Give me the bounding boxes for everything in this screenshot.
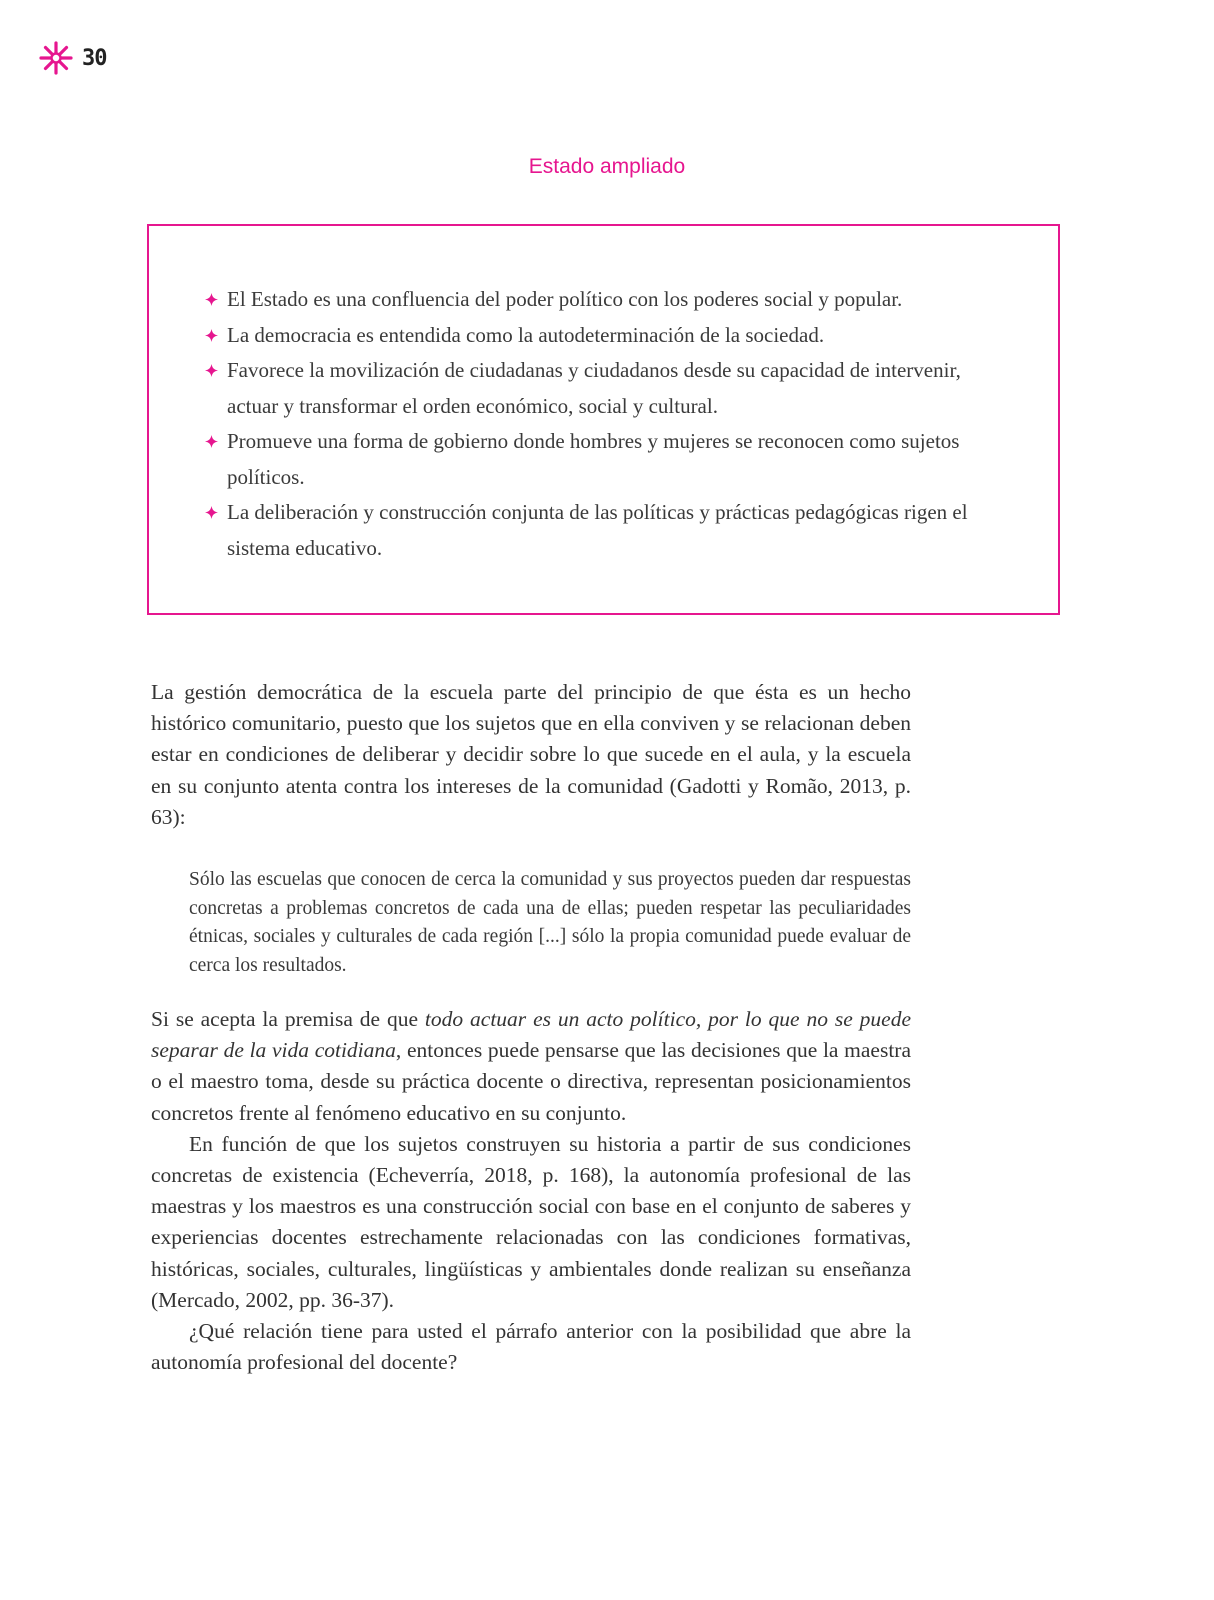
page-number: 30 (82, 45, 107, 71)
asterisk-icon (38, 40, 74, 76)
paragraph-2 (151, 1004, 911, 1129)
list-item-text: La deliberación y construcción conjunta de las políticas y prácticas pedagógicas rigen el sistema educativo. (227, 500, 968, 560)
list-item (205, 282, 995, 318)
page-header (38, 40, 107, 76)
list-item-text: Favorece la movilización de ciudadanas y ciudadanos desde su capacidad de intervenir, actuar y transformar el orden económico, social y cultural. (227, 358, 961, 418)
bullet-icon (205, 506, 218, 519)
paragraph-2-end: , entonces puede pensarse que las decisiones que la maestra o el maestro toma, desde su práctica docente o directiva, representan posicionamientos concretos frente al fenómeno educativo en su conjunto. (151, 1038, 911, 1125)
bullet-icon (205, 364, 218, 377)
bullet-icon (205, 435, 218, 448)
paragraph-group (151, 1004, 911, 1378)
list-item-text: El Estado es una confluencia del poder político con los poderes social y popular. (227, 287, 903, 311)
paragraph-2-italic: todo actuar es un acto político, por lo que no se puede separar de la vida cotidiana (151, 1007, 911, 1063)
box-title: Estado ampliado (528, 155, 686, 178)
list-item (205, 424, 995, 495)
paragraph-4: ¿Qué relación tiene para usted el párrafo anterior con la posibilidad que abre la autonomía profesional del docente? (151, 1319, 911, 1375)
paragraph-2-start: Si se acepta la premisa de que (151, 1007, 425, 1031)
list-item (205, 495, 995, 566)
list-item (205, 353, 995, 424)
highlight-box (147, 224, 1060, 615)
paragraph-3: En función de que los sujetos construyen su historia a partir de sus condiciones concretas de existencia (Echeverría, 2018, p. 168), la autonomía profesional de las maestras y los maestros es una construcción social con base en el conjunto de saberes y experiencias docentes estrechamente relacionadas con las condiciones formativas, históricas, sociales, culturales, lingüísticas y ambientales donde realizan su enseñanza (Mercado, 2002, pp. 36-37). (151, 1131, 911, 1312)
list-item (205, 318, 995, 354)
block-quote: Sólo las escuelas que conocen de cerca la comunidad y sus proyectos pueden dar respuestas concretas a problemas concretos de cada una de ellas; pueden respetar las peculiaridades étnicas, sociales y culturales de cada región [...] sólo la propia comunidad puede evaluar de cerca los resultados. (189, 869, 911, 976)
paragraph-text: La gestión democrática de la escuela parte del principio de que ésta es un hecho histórico comunitario, puesto que los sujetos que en ella conviven y se relacionan deben estar en condiciones de deliberar y decidir sobre lo que sucede en el aula, y la escuela en su conjunto atenta contra los intereses de la comunidad (Gadotti y Romão, 2013, p. 63): (151, 680, 911, 829)
bullet-icon (205, 329, 218, 342)
bullet-list (205, 282, 995, 566)
paragraph-1 (151, 677, 911, 833)
list-item-text: Promueve una forma de gobierno donde hombres y mujeres se reconocen como sujetos políticos. (227, 429, 960, 489)
list-item-text: La democracia es entendida como la autodeterminación de la sociedad. (227, 322, 825, 347)
bullet-icon (205, 293, 218, 306)
